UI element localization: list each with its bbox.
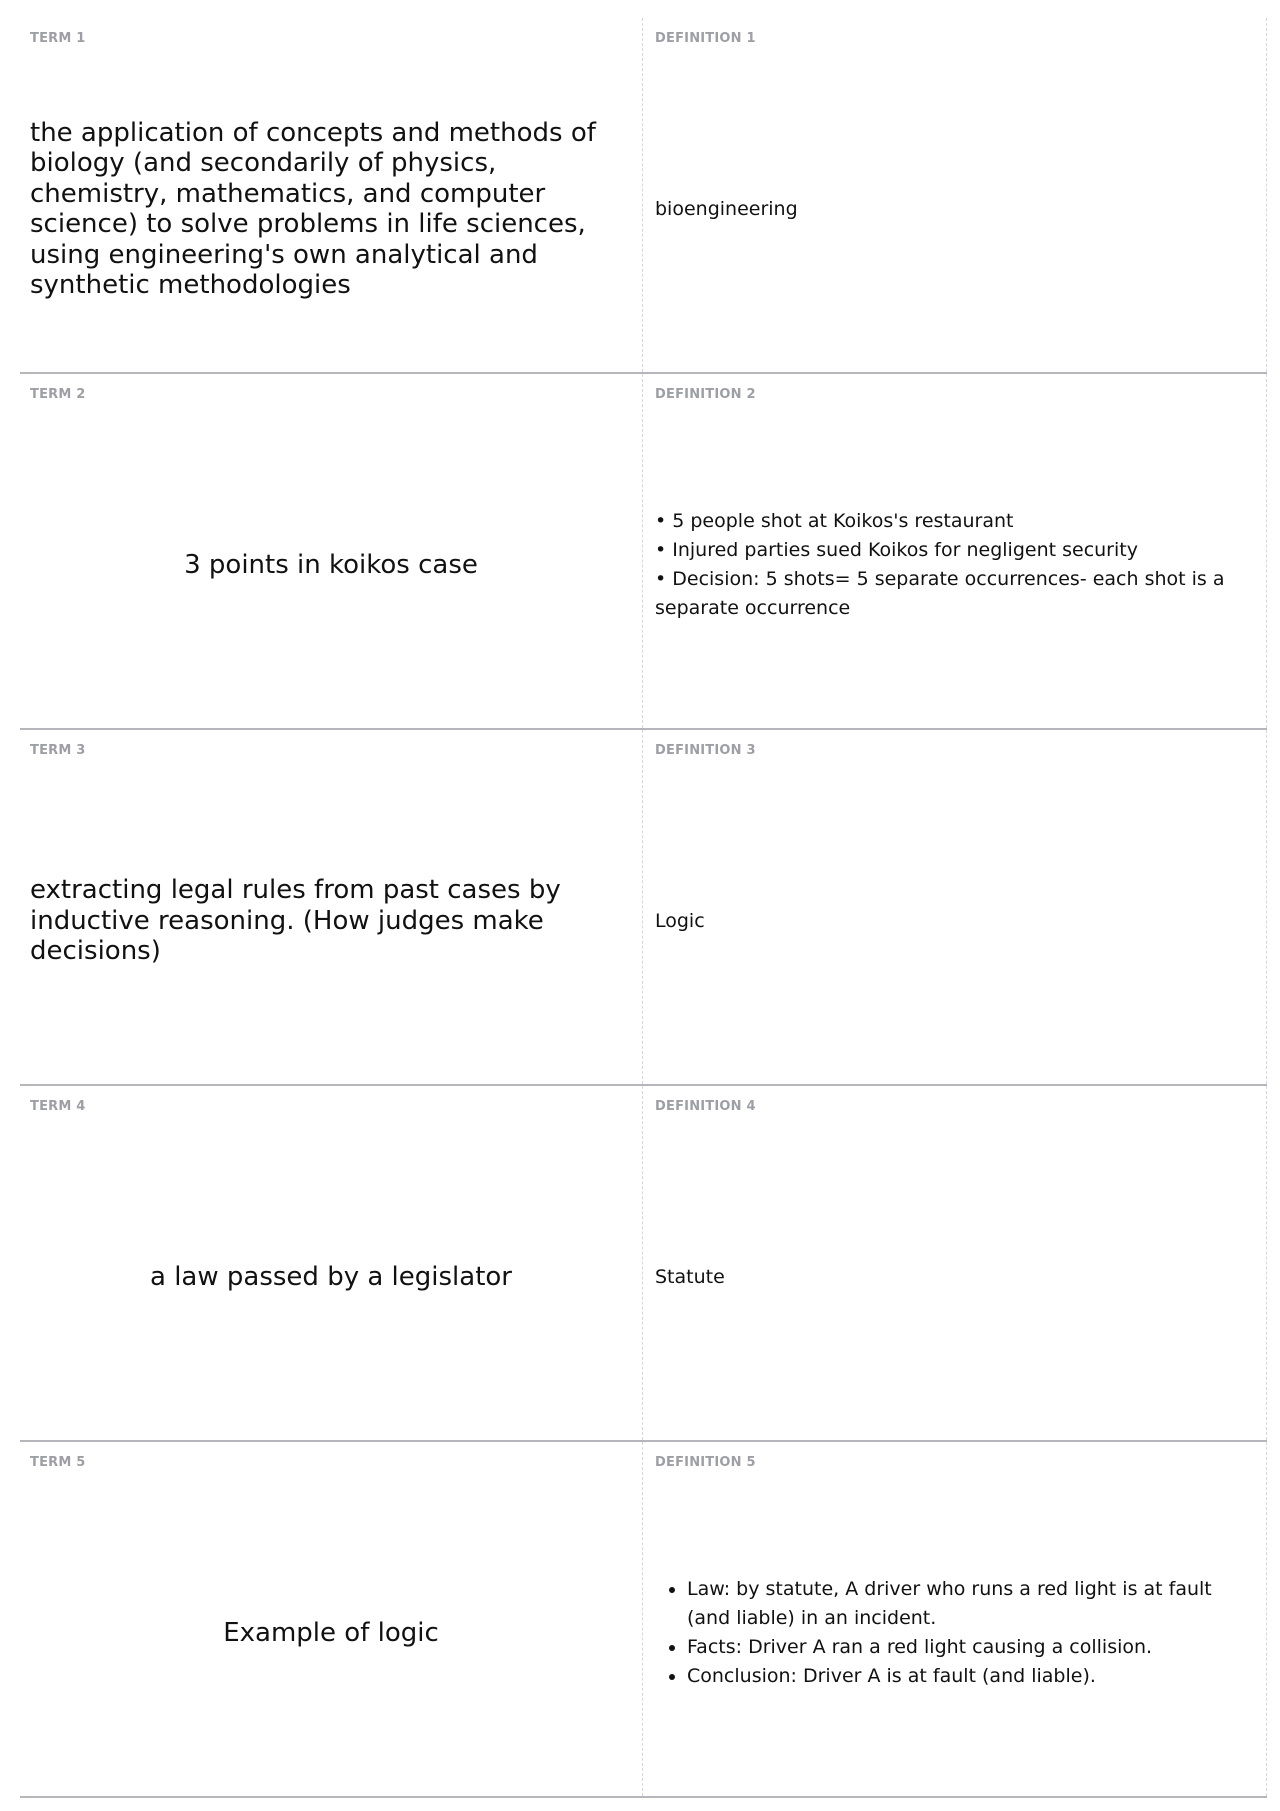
term-cell bbox=[20, 1086, 643, 1440]
definition-label: DEFINITION 1 bbox=[655, 31, 756, 46]
definition-bullet: • Law: by statute, A driver who runs a red light is at fault (and liable) in an incident. bbox=[687, 1575, 1252, 1633]
term-text: 3 points in koikos case bbox=[184, 549, 478, 580]
term-text: the application of concepts and methods of biology (and secondarily of physics, chemistry, mathematics, and computer science) to solve problems in life sciences, using engineering's own analytical and synthetic methodologies bbox=[30, 117, 596, 300]
term-content bbox=[20, 1114, 642, 1440]
term-content bbox=[20, 1470, 642, 1796]
definition-cell bbox=[643, 1442, 1267, 1796]
definition-bullet: • Facts: Driver A ran a red light causing a collision. bbox=[687, 1633, 1252, 1662]
definition-label: DEFINITION 5 bbox=[655, 1455, 756, 1470]
definition-text bbox=[655, 507, 1252, 623]
term-cell bbox=[20, 18, 643, 372]
term-content bbox=[20, 402, 642, 728]
term-label: TERM 4 bbox=[30, 1099, 86, 1114]
definition-content bbox=[643, 46, 1266, 372]
definition-content bbox=[643, 758, 1266, 1084]
card-row bbox=[20, 374, 1267, 730]
definition-bullet-list bbox=[655, 1575, 1252, 1691]
definition-label: DEFINITION 3 bbox=[655, 743, 756, 758]
flashcard-sheet bbox=[20, 18, 1267, 1798]
definition-cell bbox=[643, 18, 1267, 372]
definition-text: Statute bbox=[655, 1265, 725, 1288]
definition-content bbox=[643, 1114, 1266, 1440]
term-content bbox=[20, 758, 642, 1084]
definition-text: bioengineering bbox=[655, 197, 798, 220]
term-content bbox=[20, 46, 642, 372]
definition-label: DEFINITION 4 bbox=[655, 1099, 756, 1114]
card-row bbox=[20, 18, 1267, 374]
term-text: a law passed by a legislator bbox=[150, 1261, 512, 1292]
definition-content bbox=[643, 1470, 1266, 1796]
definition-cell bbox=[643, 1086, 1267, 1440]
term-cell bbox=[20, 374, 643, 728]
card-row bbox=[20, 1442, 1267, 1798]
term-cell bbox=[20, 1442, 643, 1796]
term-text: extracting legal rules from past cases by inductive reasoning. (How judges make decisions) bbox=[30, 875, 561, 967]
definition-line: • Injured parties sued Koikos for negligent security bbox=[655, 539, 1138, 561]
term-label: TERM 5 bbox=[30, 1455, 86, 1470]
term-label: TERM 1 bbox=[30, 31, 86, 46]
definition-label: DEFINITION 2 bbox=[655, 387, 756, 402]
definition-text: Logic bbox=[655, 909, 705, 932]
term-label: TERM 2 bbox=[30, 387, 86, 402]
term-cell bbox=[20, 730, 643, 1084]
definition-line: • Decision: 5 shots= 5 separate occurrences- each shot is a separate occurrence bbox=[655, 568, 1225, 619]
definition-content bbox=[643, 402, 1266, 728]
term-label: TERM 3 bbox=[30, 743, 86, 758]
term-text: Example of logic bbox=[223, 1617, 439, 1648]
definition-cell bbox=[643, 730, 1267, 1084]
definition-cell bbox=[643, 374, 1267, 728]
definition-line: • 5 people shot at Koikos's restaurant bbox=[655, 510, 1014, 532]
card-row bbox=[20, 1086, 1267, 1442]
card-row bbox=[20, 730, 1267, 1086]
definition-bullet: • Conclusion: Driver A is at fault (and liable). bbox=[687, 1662, 1252, 1691]
